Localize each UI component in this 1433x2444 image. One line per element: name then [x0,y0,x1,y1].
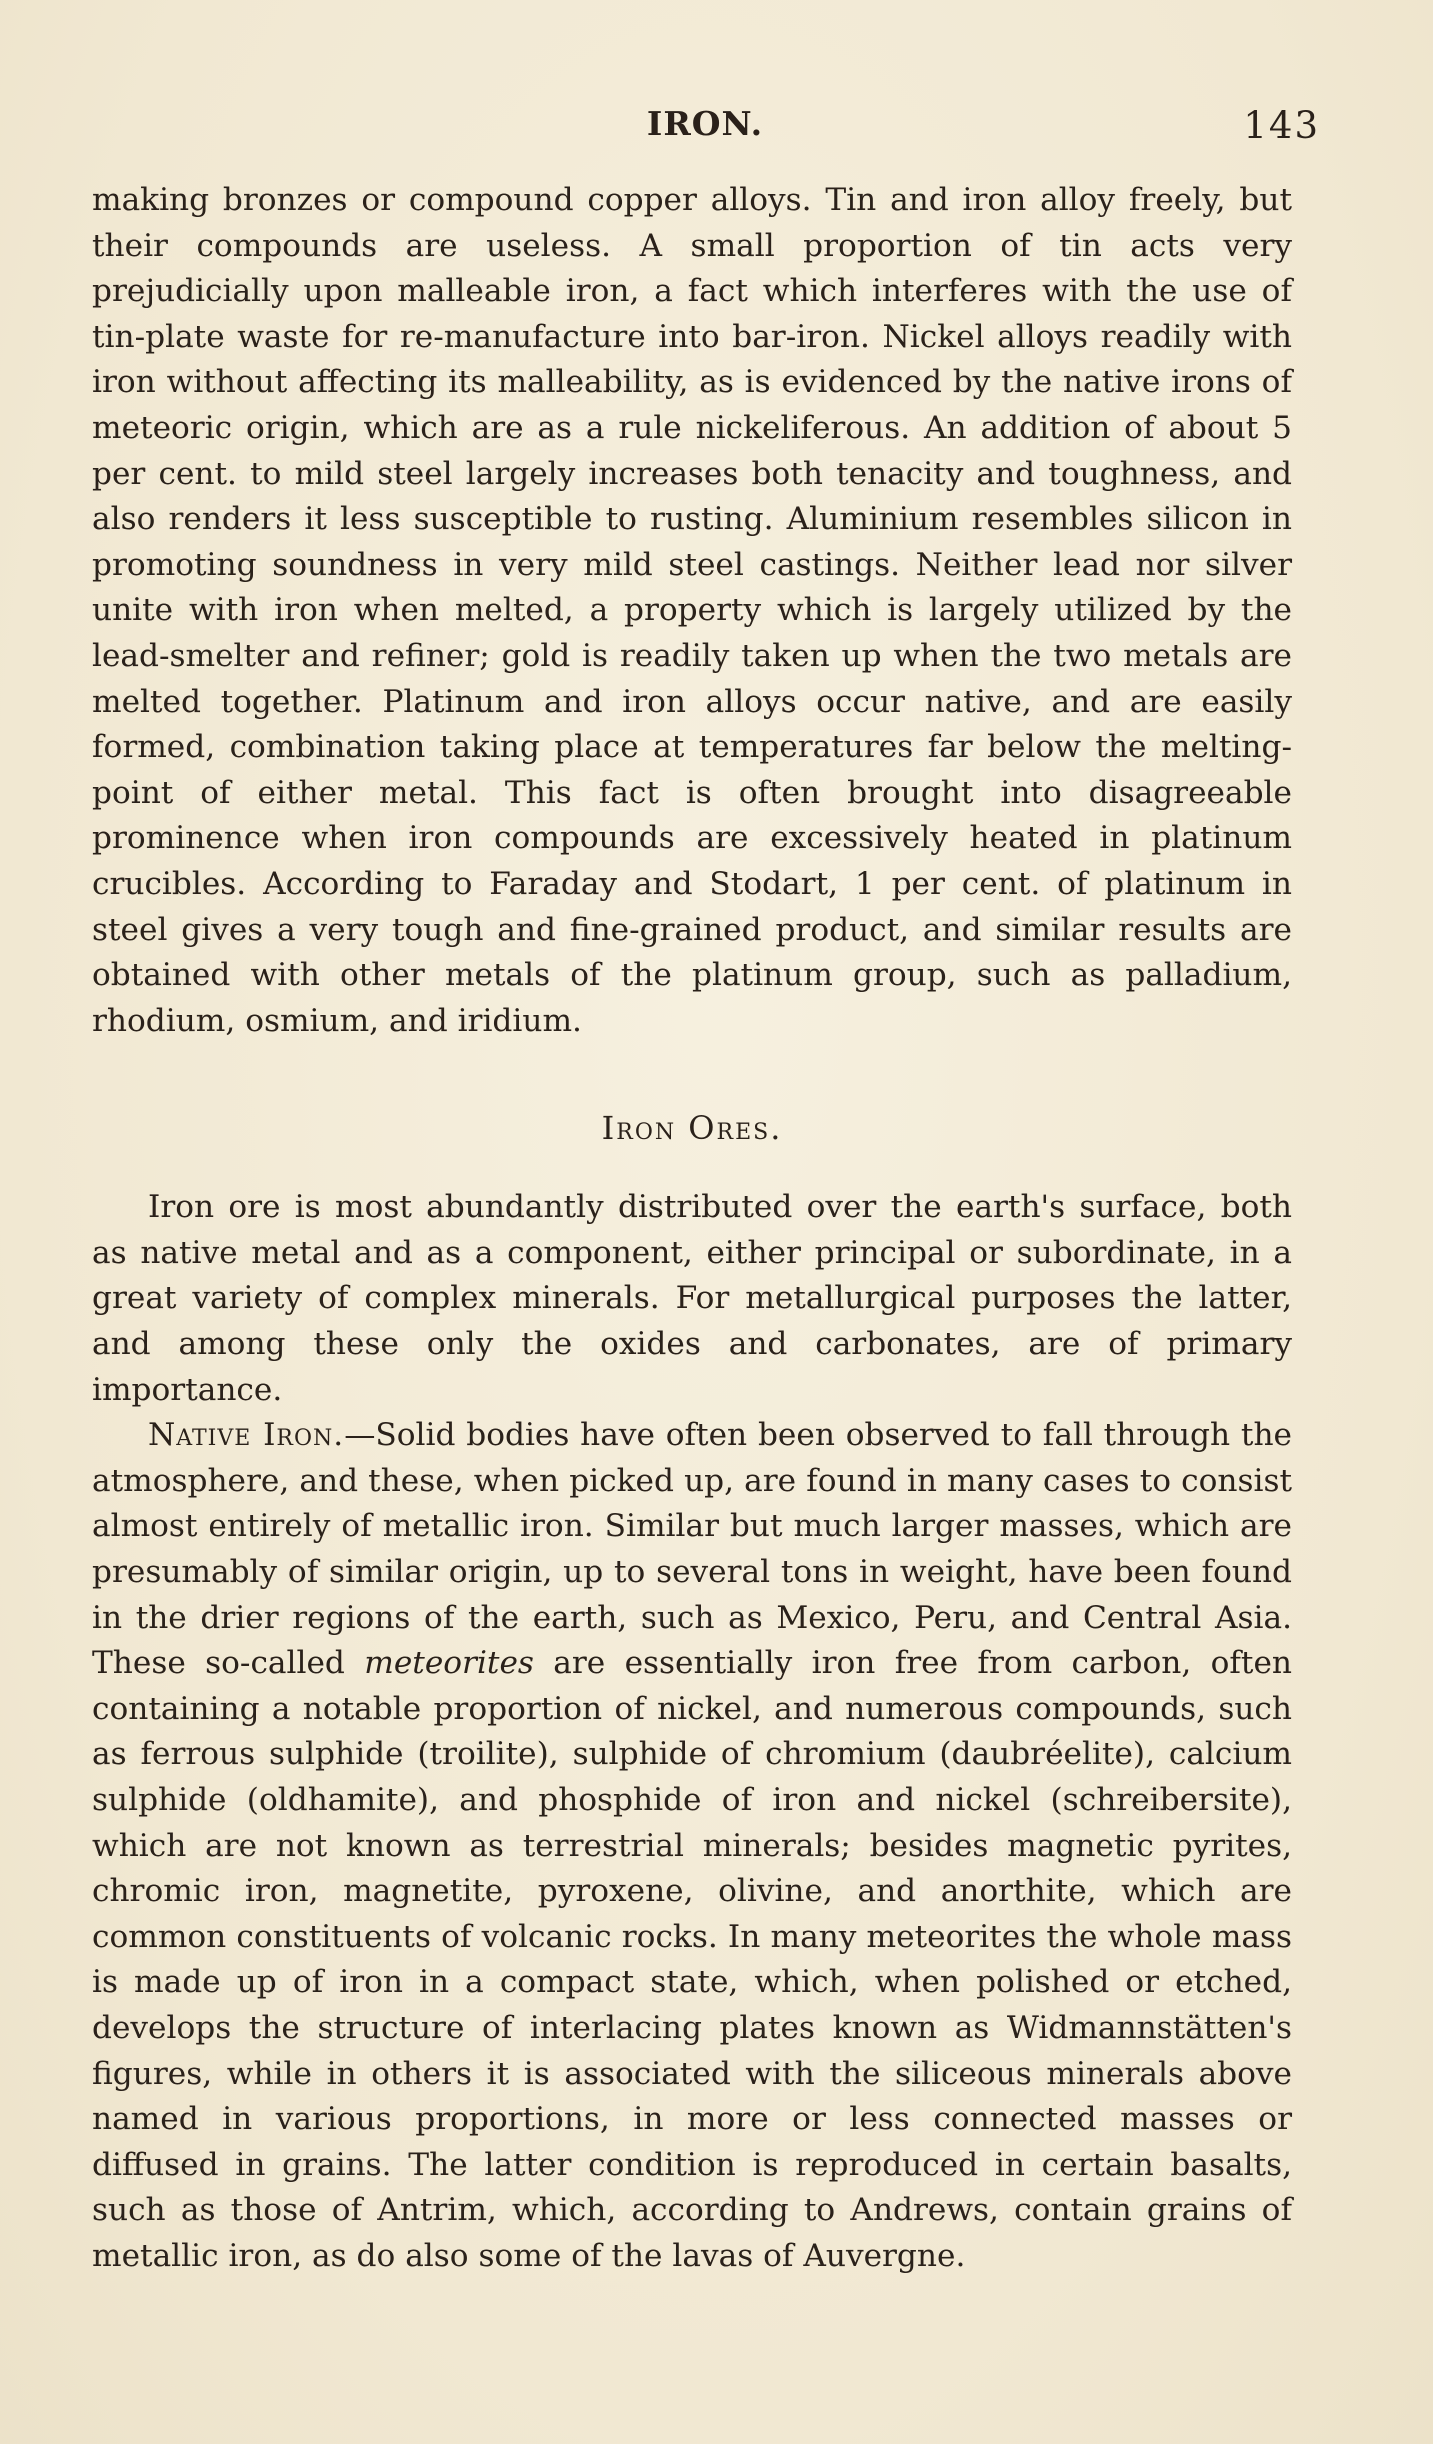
paragraph-alloys: making bronzes or compound copper alloys. Tin and iron alloy freely, but their compounds are useless. A small proportion of tin acts very prejudicially upon malleable iron, a fact which interferes with the use of tin-plate waste for re-manufacture into bar-iron. Nickel alloys readily with iron without affecting its malleability, as is evidenced by the native irons of meteoric origin, which are as a rule nickeliferous. An addition of about 5 per cent. to mild steel largely increases both tenacity and toughness, and also renders it less susceptible to rusting. Aluminium resembles silicon in promoting soundness in very mild steel castings. Neither lead nor silver unite with iron when melted, a property which is largely utilized by the lead-smelter and refiner; gold is readily taken up when the two metals are melted together. Platinum and iron alloys occur native, and are easily formed, combination taking place at temperatures far below the melting-point of either metal. This fact is often brought into disagreeable prominence when iron compounds are excessively heated in platinum crucibles. According to Faraday and Stodart, 1 per cent. of platinum in steel gives a very tough and fine-grained product, and similar results are obtained with other metals of the platinum group, such as palladium, rhodium, osmium, and iridium. [92,182,1292,1039]
paragraph-text-part: are essentially iron free from carbon, often containing a notable proportion of nickel, and numerous compounds, such as ferrous sulphide (troilite), sulphide of chromium (daubréelite), calcium sulphide (oldhamite), and phosphide of iron and nickel (schreibersite), which are not known as terrestrial minerals; besides magnetic pyrites, chromic iron, magnetite, pyroxene, olivine, and anorthite, which are common constituents of volcanic rocks. In many meteorites the whole mass is made up of iron in a compact state, which, when polished or etched, develops the structure of interlacing plates known as Widmannstätten's figures, while in others it is associated with the siliceous minerals above named in various proportions, in more or less connected masses or diffused in grains. The latter condition is reproduced in certain basalts, such as those of Antrim, which, according to Andrews, contain grains of metallic iron, as do also some of the lavas of Auvergne. [92,1645,1292,2274]
page-header [90,98,1320,158]
running-head: IRON. [646,104,764,143]
paragraph-text-part: —Solid bodies have often been observed to fall through the atmosphere, and these, when picked up, are found in many cases to consist almost entirely of metallic iron. Similar but much larger masses, which are presumably of similar origin, up to several tons in weight, have been found in the drier regions of the earth, such as Mexico, Peru, and Central Asia. These so-called [92,1417,1292,1682]
section-heading: Iron Ores. [601,1109,783,1148]
run-in-heading: Native Iron. [148,1417,345,1454]
page-number: 143 [1243,104,1320,147]
paragraph-iron-ore: Iron ore is most abundantly distributed over the earth's surface, both as native metal and as a component, either principal or subordinate, in a great variety of complex minerals. For metallurgical purposes the latter, and among these only the oxides and carbonates, are of primary importance. [92,1189,1292,1408]
paragraph-native-iron [92,1413,1292,2279]
italic-term: meteorites [364,1645,534,1682]
body-text [92,178,1292,2280]
